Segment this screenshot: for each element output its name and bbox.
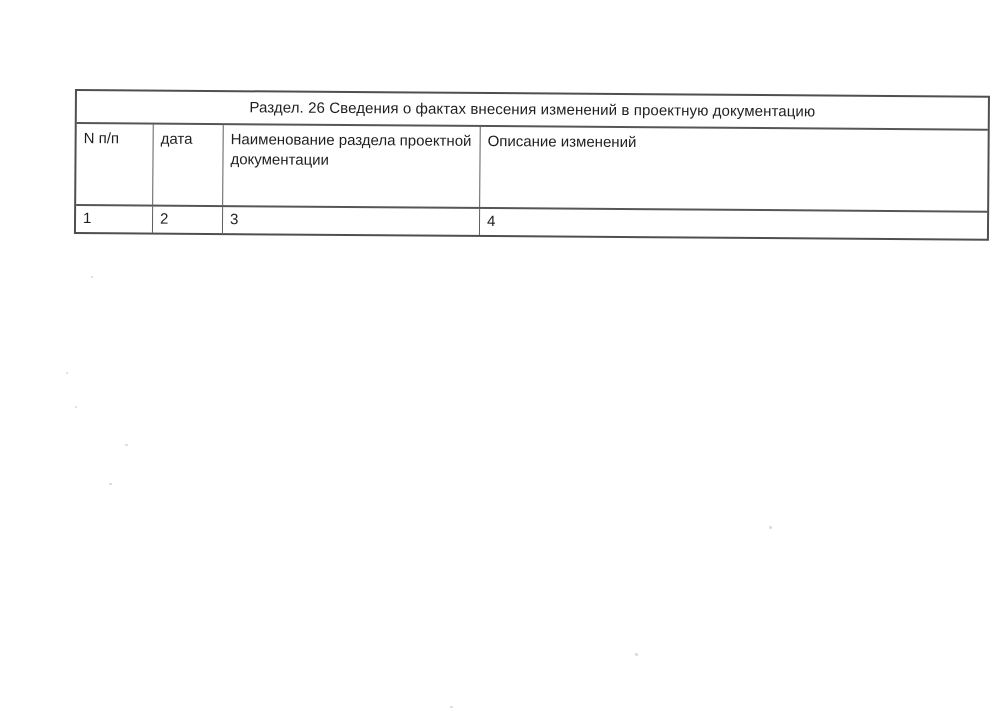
scan-speck (769, 526, 772, 529)
cell-section-name: 3 (222, 207, 479, 235)
scan-speck (66, 372, 68, 374)
column-header-change-description: Описание изменений (479, 127, 988, 211)
cell-change-description: 4 (479, 209, 987, 239)
cell-date: 2 (152, 207, 222, 234)
scan-speck (109, 483, 112, 485)
scan-speck (75, 406, 77, 408)
scan-speck (125, 444, 128, 446)
changes-log-table (74, 89, 990, 241)
column-header-section-name: Наименование раздела проектной документации (222, 125, 480, 207)
column-header-number: N п/п (83, 130, 120, 148)
cell-number: 1 (82, 210, 92, 228)
table-title: Раздел. 26 Сведения о фактах внесения изменений в проектную документацию (77, 91, 988, 131)
column-header-date: дата (152, 125, 223, 206)
scan-speck (450, 706, 453, 708)
table-row (76, 206, 987, 239)
scan-speck (91, 276, 93, 278)
table-header-row (76, 124, 988, 213)
scan-speck (635, 653, 638, 656)
